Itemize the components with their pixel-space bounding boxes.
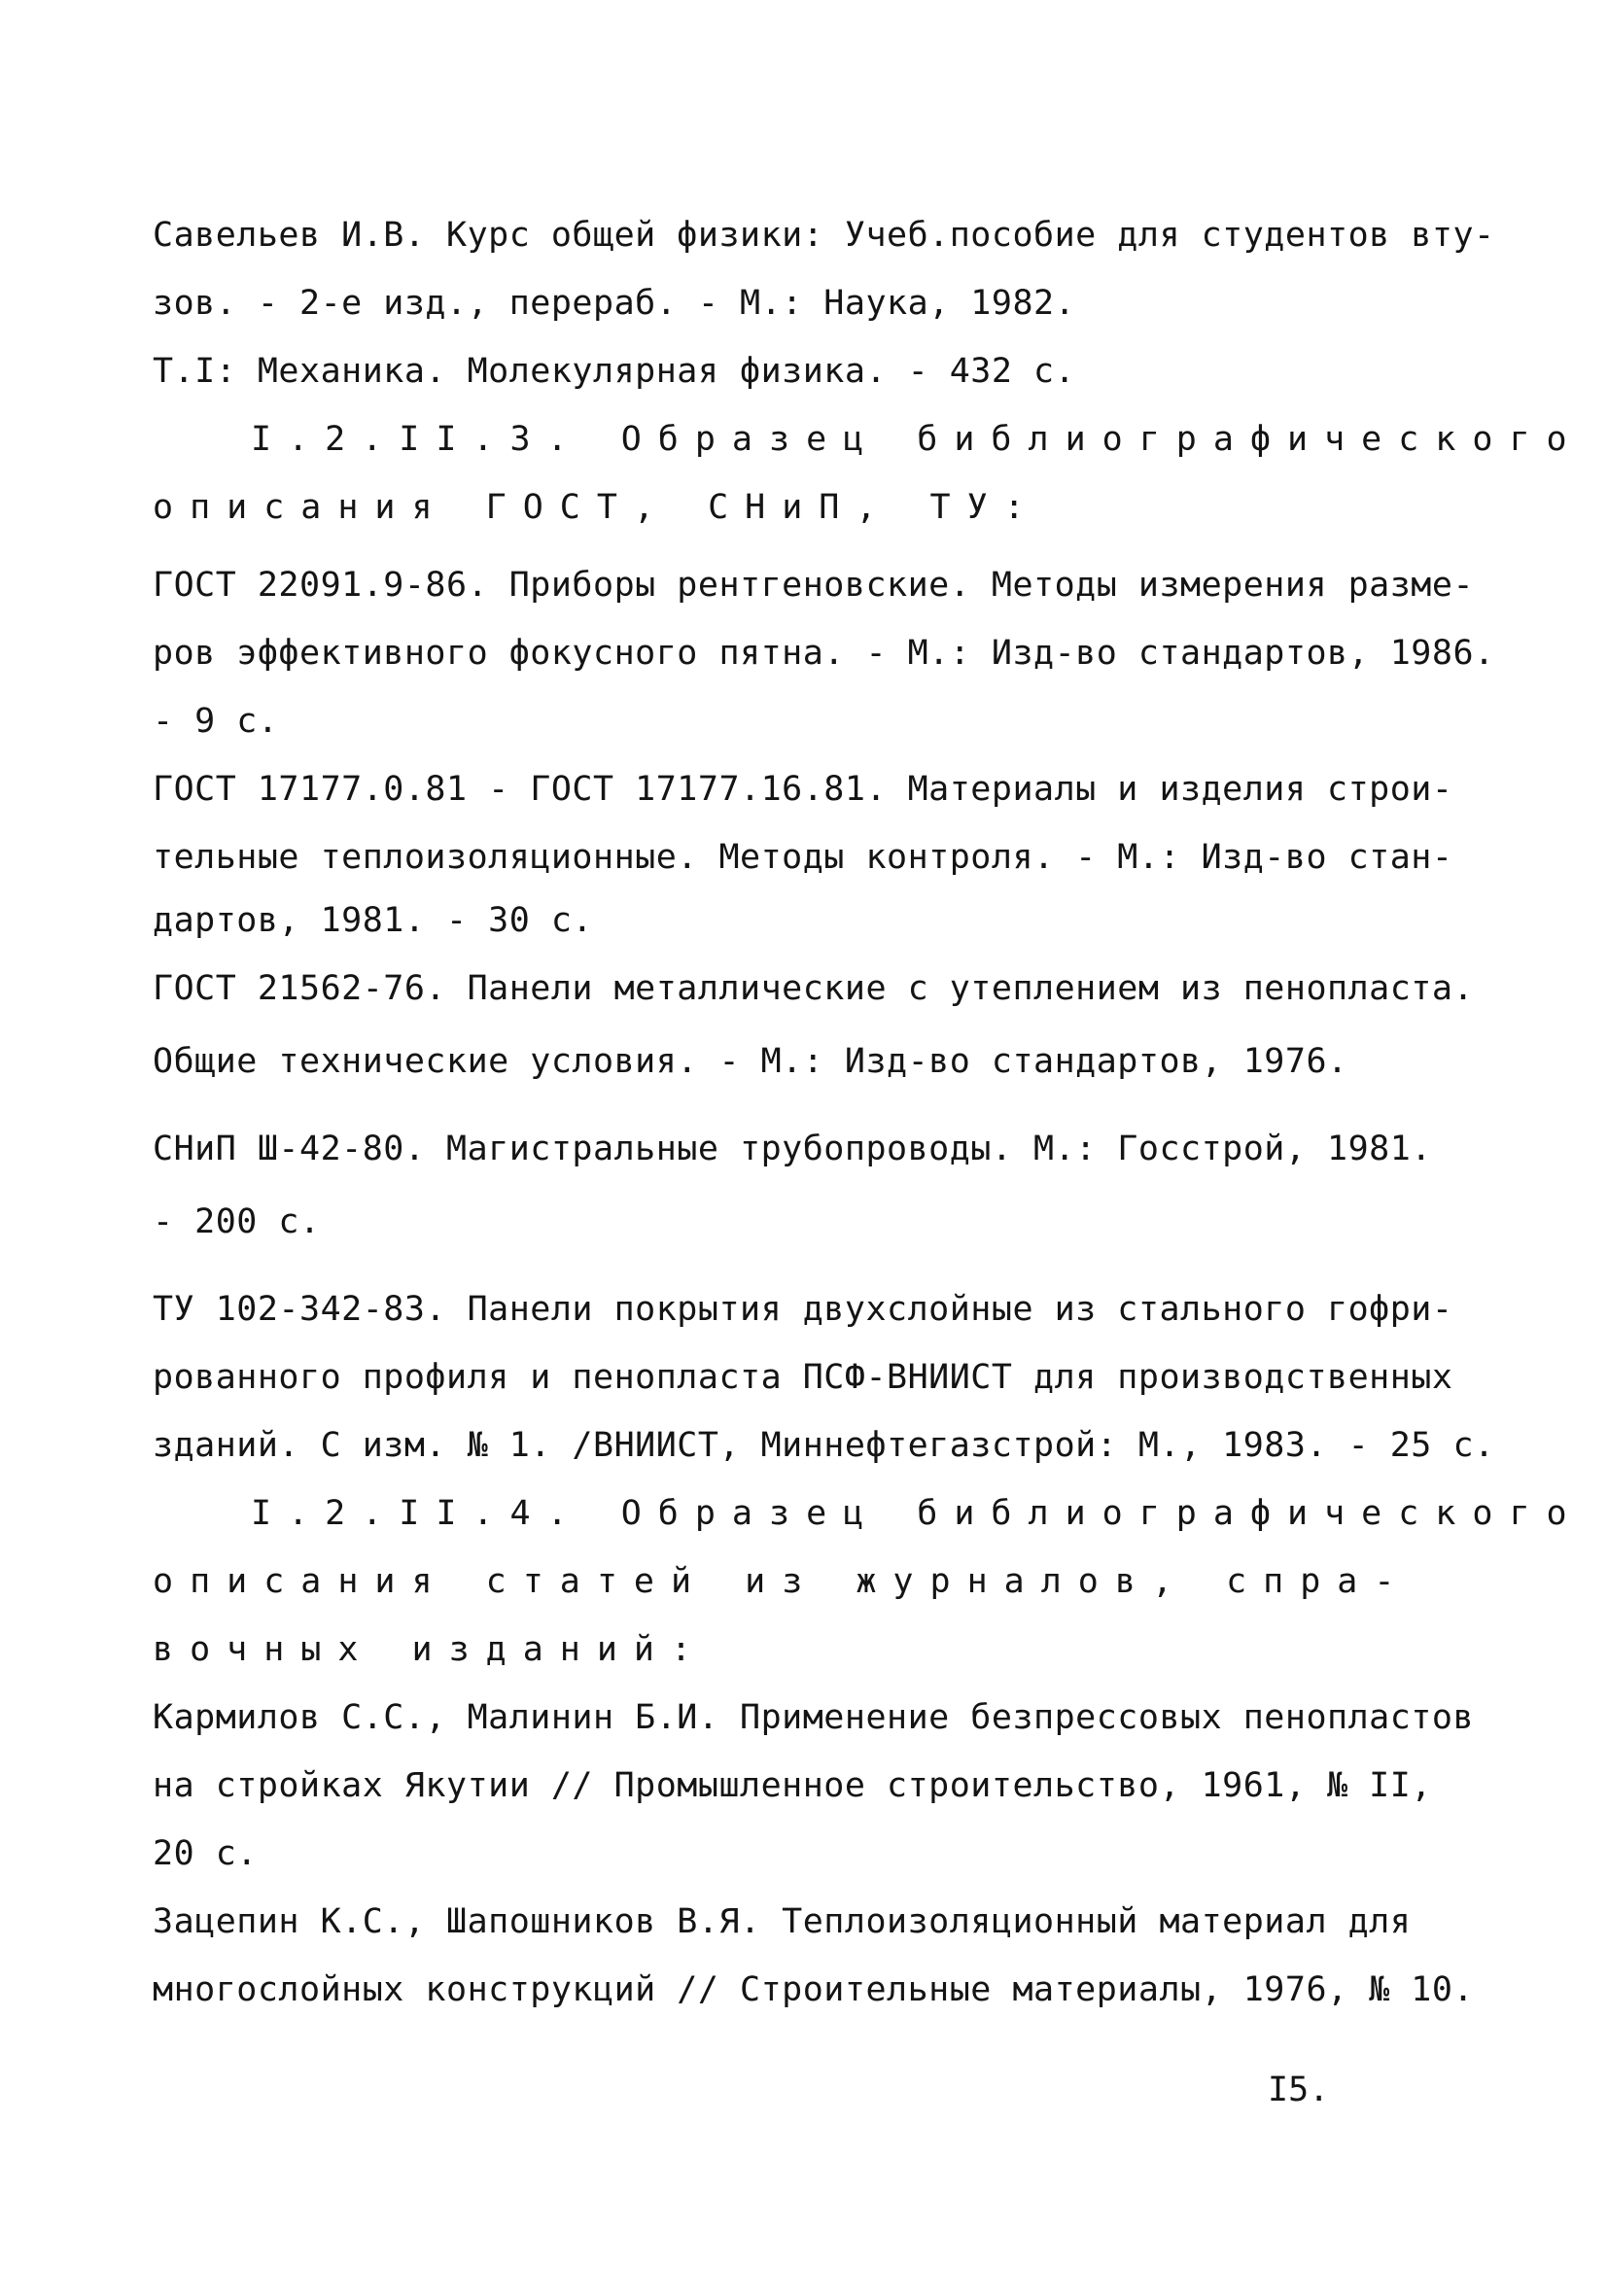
text-line: тельные теплоизоляционные. Методы контроля. - М.: Изд-во стан- — [153, 838, 1453, 877]
section-heading: I.2.II.4. Образец библиографического — [251, 1494, 1584, 1533]
text-line: многослойных конструкций // Строительные материалы, 1976, № 10. — [153, 1970, 1475, 2009]
text-line: Т.I: Механика. Молекулярная физика. - 432 с. — [153, 352, 1076, 391]
text-line: 20 с. — [153, 1834, 258, 1873]
text-line: ГОСТ 21562-76. Панели металлические с утеплением из пенопласта. — [153, 969, 1475, 1008]
text-line: зданий. С изм. № 1. /ВНИИСТ, Миннефтегазстрой: М., 1983. - 25 с. — [153, 1426, 1495, 1465]
page-number: I5. — [1268, 2070, 1330, 2109]
text-line: ГОСТ 17177.0.81 - ГОСТ 17177.16.81. Материалы и изделия строи- — [153, 770, 1453, 809]
text-line: Общие технические условия. - М.: Изд-во стандартов, 1976. — [153, 1042, 1348, 1081]
text-line: на стройках Якутии // Промышленное строительство, 1961, № II, — [153, 1766, 1432, 1805]
section-heading: I.2.II.3. Образец библиографического — [251, 420, 1584, 459]
section-heading: описания ГОСТ, СНиП, ТУ: — [153, 488, 1041, 527]
text-line: ГОСТ 22091.9-86. Приборы рентгеновские. Методы измерения разме- — [153, 566, 1475, 605]
text-line: Зацепин К.С., Шапошников В.Я. Теплоизоляционный материал для — [153, 1902, 1412, 1941]
text-line: ТУ 102-342-83. Панели покрытия двухслойные из стального гофри- — [153, 1290, 1453, 1329]
text-line: рованного профиля и пенопласта ПСФ-ВНИИСТ для производственных — [153, 1358, 1453, 1397]
text-line: зов. - 2-е изд., перераб. - М.: Наука, 1982. — [153, 284, 1076, 323]
text-line: Кармилов С.С., Малинин Б.И. Применение безпрессовых пенопластов — [153, 1698, 1475, 1737]
section-heading: вочных изданий: — [153, 1630, 709, 1669]
text-line: ров эффективного фокусного пятна. - М.: Изд-во стандартов, 1986. — [153, 634, 1495, 673]
text-line: СНиП Ш-42-80. Магистральные трубопроводы. М.: Госстрой, 1981. — [153, 1130, 1432, 1168]
text-line: Савельев И.В. Курс общей физики: Учеб.пособие для студентов вту- — [153, 216, 1495, 255]
text-line: дартов, 1981. - 30 с. — [153, 901, 594, 940]
section-heading: описания статей из журналов, спра- — [153, 1562, 1412, 1601]
text-line: - 9 с. — [153, 702, 279, 741]
text-line: - 200 с. — [153, 1202, 321, 1241]
